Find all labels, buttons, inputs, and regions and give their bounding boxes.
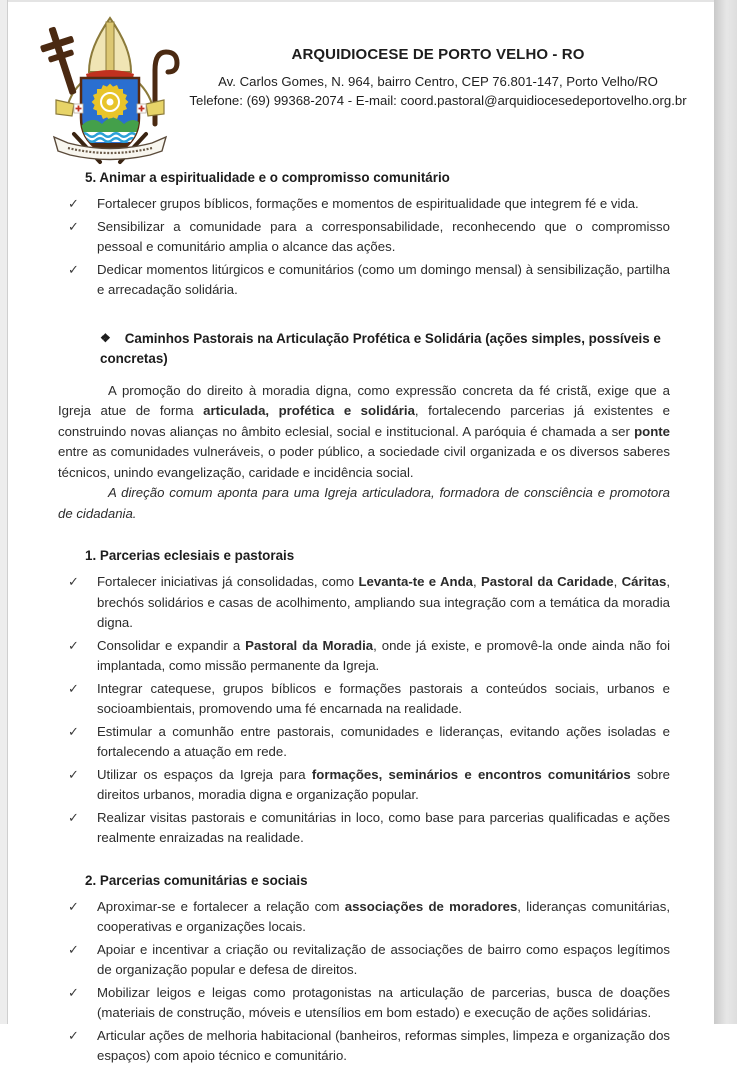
body-paragraph bbox=[58, 483, 670, 524]
checklist-item bbox=[58, 722, 670, 763]
text-run: , brechós solidários e casas de acolhimento, ampliando sua integração com a temática da moradia digna. bbox=[97, 574, 671, 630]
letterhead bbox=[8, 0, 713, 158]
right-tassel bbox=[137, 100, 164, 116]
checklist-item-text bbox=[97, 260, 670, 301]
emphasized-text: Cáritas bbox=[621, 574, 667, 589]
text-run: Fortalecer grupos bíblicos, formações e momentos de espiritualidade que integrem fé e vida. bbox=[97, 196, 639, 211]
text-run: entre as comunidades vulneráveis, o poder público, a sociedade civil organizada e os diversos saberes técnicos, unindo evangelização, caridade e incidência social. bbox=[58, 444, 670, 480]
text-run: Sensibilizar a comunidade para a corresponsabilidade, reconhecendo que o compromisso pessoal e comunitário amplia o alcance das ações. bbox=[97, 218, 670, 254]
text-run: , onde já existe, e promovê-la onde ainda não foi implantada, como missão permanente da Igreja. bbox=[97, 637, 671, 673]
text-run: Utilizar os espaços da Igreja para bbox=[97, 766, 312, 782]
org-contact: Telefone: (69) 99368-2074 - E-mail: coord.pastoral@arquidiocesedeportovelho.org.br bbox=[189, 93, 687, 108]
emphasized-text: Levanta-te e Anda bbox=[358, 574, 473, 589]
checklist-item-text bbox=[97, 1026, 670, 1067]
check-icon: ✓ bbox=[68, 723, 80, 739]
archdiocese-crest-icon bbox=[34, 12, 186, 162]
check-icon: ✓ bbox=[68, 1027, 80, 1043]
text-run: Fortalecer iniciativas já consolidadas, como bbox=[97, 574, 359, 589]
photo-edge-left bbox=[0, 0, 8, 1024]
left-tassel bbox=[56, 100, 83, 116]
checklist-item bbox=[58, 897, 670, 938]
checklist-item bbox=[58, 194, 670, 215]
checklist-item-text bbox=[97, 897, 670, 938]
diamond-section-heading bbox=[100, 329, 670, 369]
text-run: Estimular a comunhão entre pastorais, comunidades e lideranças, evitando ações isoladas e fortalecendo a atuação em rede. bbox=[97, 723, 670, 759]
org-address: Av. Carlos Gomes, N. 964, bairro Centro, CEP 76.801-147, Porto Velho/RO bbox=[218, 74, 658, 89]
check-icon: ✓ bbox=[68, 574, 80, 589]
check-icon: ✓ bbox=[68, 941, 80, 957]
checklist-item bbox=[58, 679, 670, 720]
document-body bbox=[58, 168, 670, 1067]
check-icon: ✓ bbox=[68, 637, 80, 653]
photo-edge-right bbox=[714, 0, 737, 1024]
text-run: A direção comum aponta para uma Igreja articuladora, formadora de consciência e promotora de cidadania. bbox=[58, 485, 670, 521]
emphasized-text: Pastoral da Caridade bbox=[481, 574, 614, 589]
section-heading: 1. Parcerias eclesiais e pastorais bbox=[85, 548, 295, 563]
body-paragraph bbox=[58, 381, 670, 484]
emphasized-text: formações, seminários e encontros comunitários bbox=[311, 766, 631, 782]
coat-of-arms-logo bbox=[34, 12, 186, 162]
checklist-item-text bbox=[97, 722, 670, 763]
text-run: , fortalecendo parcerias já existentes e construindo novas alianças no âmbito eclesial, social e institucional. A paróquia é chamada a ser bbox=[58, 403, 670, 439]
emphasized-text: Pastoral da Moradia bbox=[245, 637, 374, 653]
text-run: Integrar catequese, grupos bíblicos e formações pastorais a conteúdos sociais, urbanos e socioambientais, promovendo uma fé encarnada na realidade. bbox=[97, 680, 670, 716]
emphasized-text: associações de moradores bbox=[344, 898, 518, 914]
text-run: Realizar visitas pastorais e comunitárias in loco, como base para parcerias qualificadas e ações realmente enraizadas na realidade. bbox=[97, 809, 670, 845]
document-page bbox=[8, 0, 713, 1063]
checklist-item bbox=[58, 1026, 670, 1067]
diamond-bullet-icon: ❖ bbox=[100, 330, 111, 345]
checklist-item bbox=[58, 940, 670, 981]
text-run: sobre direitos urbanos, moradia digna e organização popular. bbox=[97, 766, 670, 802]
checklist-item-text bbox=[97, 217, 670, 258]
checklist-item-text bbox=[97, 194, 670, 215]
checklist-item-text bbox=[97, 808, 670, 849]
diamond-heading-label: Caminhos Pastorais na Articulação Profética e Solidária (ações simples, possíveis e concretas) bbox=[100, 330, 661, 366]
text-run: Consolidar e expandir a bbox=[97, 637, 246, 653]
check-icon: ✓ bbox=[68, 898, 80, 914]
section-heading: 2. Parcerias comunitárias e sociais bbox=[85, 872, 308, 888]
text-run: Apoiar e incentivar a criação ou revitalização de associações de bairro como espaços legítimos de organização popular e defesa de direitos. bbox=[97, 941, 670, 977]
check-icon: ✓ bbox=[68, 261, 80, 277]
text-run: Articular ações de melhoria habitacional (banheiros, reformas simples, limpeza e organização dos espaços) com apoio técnico e comunitário. bbox=[97, 1027, 670, 1063]
text-run: , lideranças comunitárias, cooperativas e organizações locais. bbox=[97, 898, 670, 934]
checklist-item bbox=[58, 983, 670, 1024]
check-icon: ✓ bbox=[68, 766, 80, 782]
checklist-item-text bbox=[97, 636, 670, 677]
checklist-item-text bbox=[97, 940, 670, 981]
check-icon: ✓ bbox=[68, 196, 80, 211]
checklist-item bbox=[58, 217, 670, 258]
text-run: , bbox=[613, 574, 622, 589]
checklist-item-text bbox=[97, 983, 670, 1024]
text-run: Dedicar momentos litúrgicos e comunitários (como um domingo mensal) à sensibilização, partilha e arrecadação solidária. bbox=[97, 261, 670, 297]
text-run: Aproximar-se e fortalecer a relação com bbox=[97, 898, 345, 914]
text-run: Mobilizar leigos e leigas como protagonistas na articulação de parcerias, busca de doações (materiais de construção, móveis e utensílios em bom estado) e execução de ações solidárias. bbox=[97, 984, 670, 1020]
checklist-item bbox=[58, 572, 670, 634]
letterhead-text bbox=[173, 0, 703, 110]
emphasized-text: ponte bbox=[634, 423, 670, 439]
checklist-item bbox=[58, 260, 670, 301]
checklist-item bbox=[58, 765, 670, 806]
text-run: , bbox=[472, 574, 481, 589]
checklist-item-text bbox=[97, 765, 670, 806]
emphasized-text: articulada, profética e solidária bbox=[203, 403, 415, 418]
check-icon: ✓ bbox=[68, 984, 80, 1000]
check-icon: ✓ bbox=[68, 218, 80, 234]
check-icon: ✓ bbox=[68, 680, 80, 696]
checklist-item bbox=[58, 636, 670, 677]
section-heading: 5. Animar a espiritualidade e o compromisso comunitário bbox=[85, 170, 450, 185]
checklist-item bbox=[58, 808, 670, 849]
checklist-item-text bbox=[97, 679, 670, 720]
org-name: ARQUIDIOCESE DE PORTO VELHO - RO bbox=[291, 46, 585, 63]
text-run: A promoção do direito à moradia digna, como expressão concreta da fé cristã, exige que a Igreja atue de forma bbox=[58, 382, 670, 418]
checklist-item-text bbox=[97, 572, 670, 634]
check-icon: ✓ bbox=[68, 809, 80, 825]
